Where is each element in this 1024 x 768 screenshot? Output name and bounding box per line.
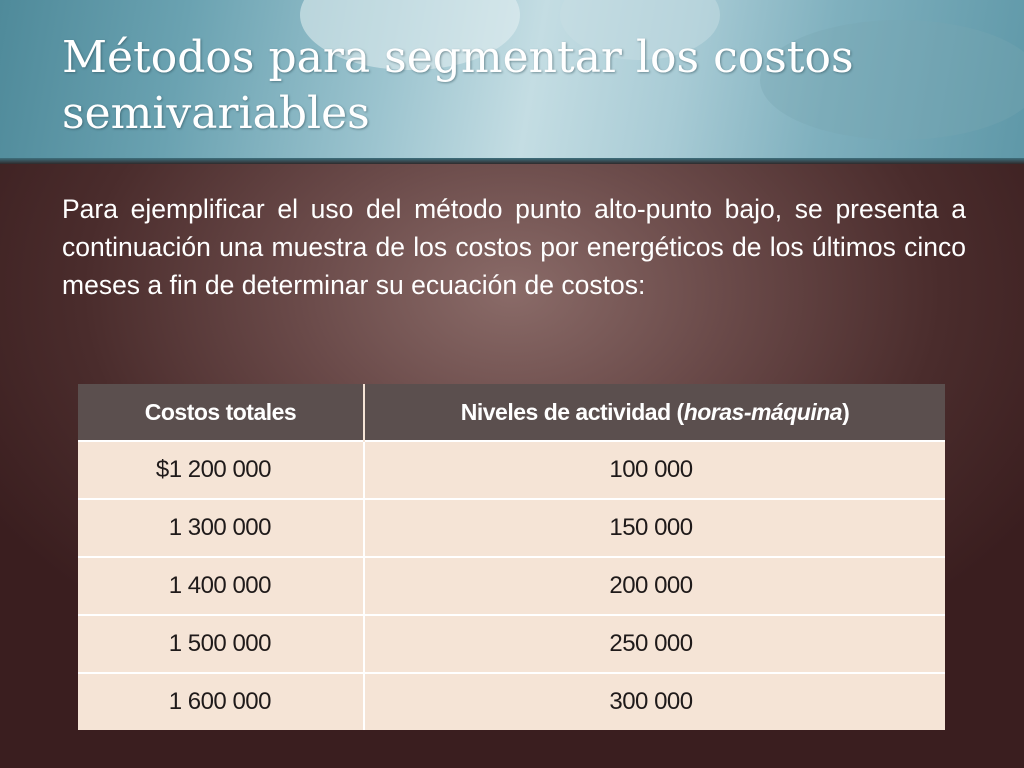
table-row (78, 557, 945, 615)
header-activity-prefix: Niveles de actividad ( (460, 398, 684, 425)
cell-total-cost: 1 400 000 (78, 557, 364, 615)
header-activity-unit: horas-máquina (683, 398, 843, 425)
cell-activity-level: 250 000 (364, 615, 945, 673)
slide-title: Métodos para segmentar los costos semivariables (62, 32, 854, 139)
header-activity-suffix: ) (842, 398, 850, 425)
cell-activity-level: 300 000 (364, 673, 945, 730)
header-activity-levels (364, 384, 945, 441)
table-header-row (78, 384, 945, 441)
cell-total-cost: $1 200 000 (78, 441, 364, 499)
cell-activity-level: 100 000 (364, 441, 945, 499)
table-row (78, 673, 945, 730)
table-row (78, 615, 945, 673)
banner-divider (0, 158, 1024, 164)
table-row (78, 499, 945, 557)
cost-table (78, 384, 945, 730)
cost-table-container (78, 384, 945, 722)
slide-paragraph: Para ejemplificar el uso del método punto alto-punto bajo, se presenta a continuación una muestra de los costos por energéticos de los últimos cinco meses a fin de determinar su ecuación de costos: (62, 194, 966, 300)
cell-activity-level: 150 000 (364, 499, 945, 557)
cell-total-cost: 1 600 000 (78, 673, 364, 730)
cell-total-cost: 1 500 000 (78, 615, 364, 673)
table-row (78, 441, 945, 499)
cell-activity-level: 200 000 (364, 557, 945, 615)
title-banner (0, 0, 1024, 158)
cell-total-cost: 1 300 000 (78, 499, 364, 557)
header-total-costs: Costos totales (78, 384, 364, 441)
